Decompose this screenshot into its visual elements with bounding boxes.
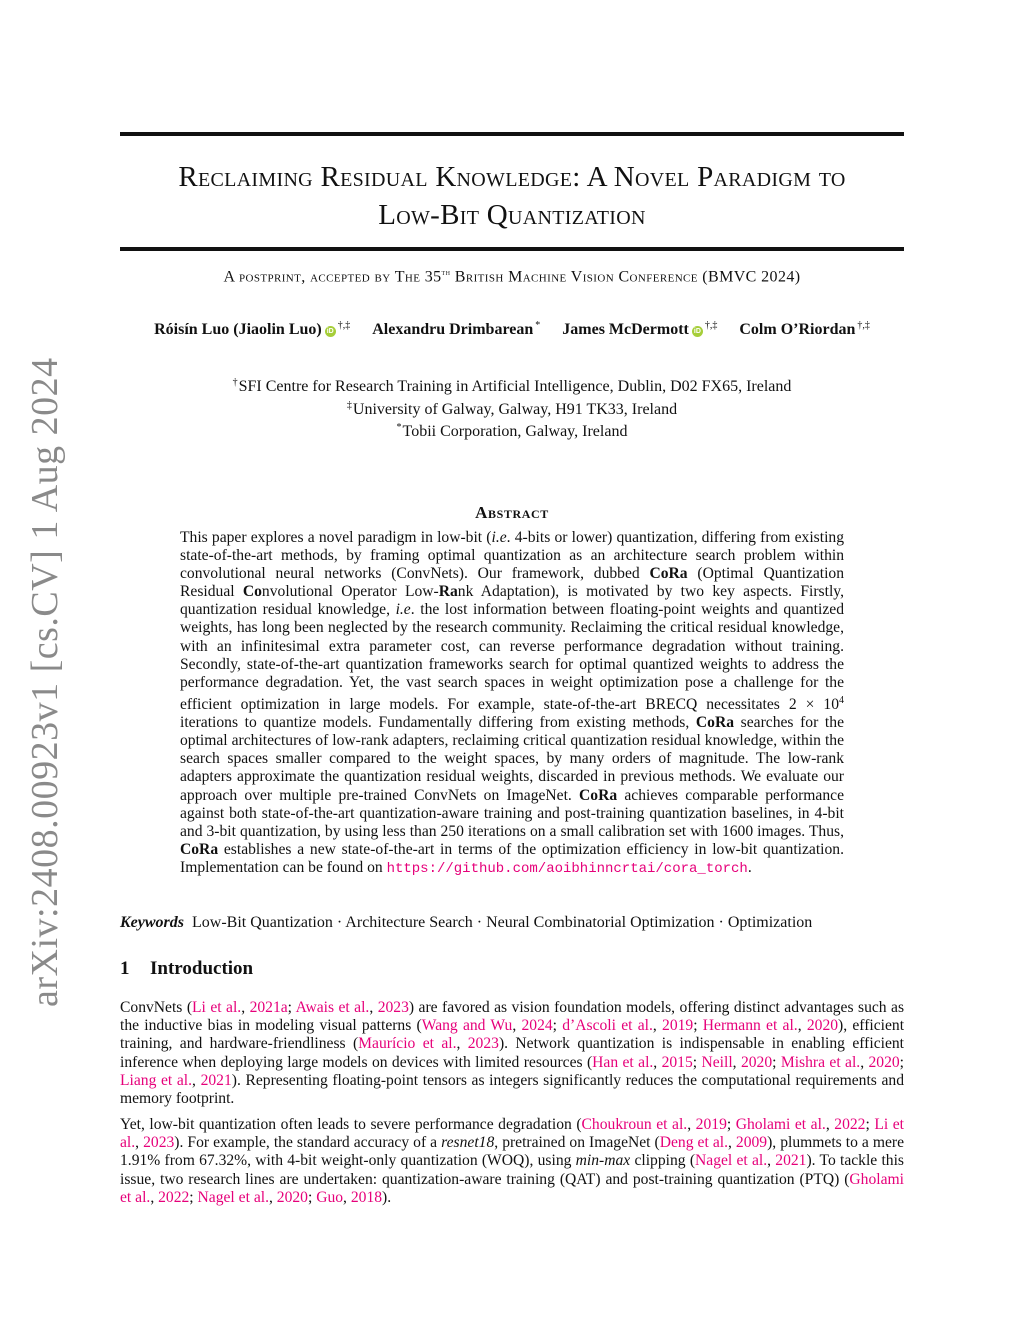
paper-title — [120, 158, 904, 234]
citation-link[interactable]: 2024 — [521, 1017, 553, 1035]
citation-link[interactable]: Li et al. — [120, 1116, 905, 1152]
citation-link[interactable]: Li et al. — [192, 999, 242, 1016]
citation-link[interactable]: Deng et al. — [659, 1134, 728, 1152]
keywords-text: Low-Bit Quantization · Architecture Search · Neural Combinatorial Optimization · Optimization — [192, 914, 813, 931]
citation-link[interactable]: 2018 — [350, 1188, 383, 1206]
author-1 — [154, 320, 350, 339]
author-name: Alexandru Drimbarean — [372, 321, 534, 338]
author-name: Colm O’Riordan — [739, 321, 856, 338]
citation-link[interactable]: 2019 — [695, 1116, 727, 1133]
venue-suffix: British Machine Vision Conference (BMVC 2024) — [450, 268, 801, 286]
citation-link[interactable]: 2023 — [377, 999, 409, 1016]
citation-link[interactable]: 2022 — [158, 1188, 190, 1206]
title-line-1: Reclaiming Residual Knowledge: A Novel Paradigm to — [178, 161, 846, 193]
bottom-title-rule — [120, 247, 904, 251]
citation-link[interactable]: Liang et al. — [120, 1071, 193, 1089]
orcid-icon[interactable]: iD — [326, 328, 334, 335]
affiliation-3: *Tobii Corporation, Galway, Ireland — [396, 422, 628, 440]
citation-link[interactable]: 2019 — [662, 1017, 694, 1035]
code-link[interactable]: https://github.com/aoibhinncrtai/cora_torch — [386, 860, 748, 877]
citation-link[interactable]: Hermann et al. — [702, 1017, 798, 1035]
keywords-label: Keywords — [120, 914, 184, 931]
affiliation-2: ‡University of Galway, Galway, H91 TK33, Ireland — [346, 399, 678, 418]
citation-link[interactable]: 2020 — [740, 1053, 773, 1071]
iteration-count-math: 2 × 10 — [788, 696, 840, 714]
author-2 — [372, 320, 540, 339]
affiliations — [120, 374, 904, 442]
section-title: Introduction — [150, 958, 254, 979]
citation-link[interactable]: Wang and Wu — [421, 1017, 513, 1035]
citation-link[interactable]: 2023 — [467, 1035, 499, 1053]
arxiv-side-stamp — [23, 357, 67, 1007]
citation-link[interactable]: Maurício et al. — [358, 1035, 457, 1053]
citation-link[interactable]: 2021 — [775, 1152, 807, 1170]
author-name: Róisín Luo (Jiaolin Luo) — [154, 321, 322, 338]
citation-link[interactable]: Neill — [701, 1053, 733, 1071]
top-rule — [120, 132, 904, 136]
venue-sup: th — [441, 267, 451, 277]
intro-paragraph-2: Yet, low-bit quantization often leads to severe performance degradation (Choukroun et al., 2019; Gholami et al., 2022; Li et al., 2023). For example, the standard accuracy of a resnet18, pretrained on ImageNet (Deng et al., 2009), plummets to a mere 1.91% from 67.32%, with 4-bit weight-only quantization (WOQ), using min-max clipping (Nagel et al., 2021). To tackle this issue, two research lines are undertaken: quantization-aware training (QAT) and post-training quantization (PTQ) (Gholami et al., 2022; Nagel et al., 2020; Guo, 2018). — [120, 1116, 905, 1206]
abstract-body — [180, 529, 844, 878]
section-heading-introduction — [120, 958, 253, 980]
arxiv-id: arXiv:2408.00923v1 [cs.CV] 1 Aug 2024 — [24, 357, 66, 1007]
abstract-paragraph: This paper explores a novel paradigm in low-bit (i.e. 4-bits or lower) quantization, differing from existing state-of-the-art methods, by framing optimal quantization as an architecture search problem within convolutional neural networks (ConvNets). Our framework, dubbed CoRa (Optimal Quantization Residual Convolutional Operator Low-Rank Adaptation), is motivated by two key aspects. Firstly, quantization residual knowledge, i.e. the lost information between floating-point weights and quantized weights, has long been neglected by the research community. Reclaiming the critical residual knowledge, with an infinitesimal extra parameter cost, can reverse performance degradation without training. Secondly, state-of-the-art quantization frameworks search for optimal quantized weights to address the performance degradation. Yet, the vast search spaces in weight optimization pose a challenge for the efficient optimization in large models. For example, state-of-the-art BRECQ necessitates $2 \times 10^4$ iterations to quantize models. Fundamentally differing from existing methods, CoRa searches for the optimal architectures of low-rank adapters, reclaiming critical quantization residual knowledge, within the search spaces smaller compared to the weight spaces, by many orders of magnitude. The low-rank adapters approximate the quantization residual weights, discarded in previous methods. We evaluate our approach over multiple pre-trained ConvNets on ImageNet. CoRa achieves comparable performance against both state-of-the-art quantization-aware training and post-training quantization baselines, in 4-bit and 3-bit quantization, by using less than 250 iterations on a small calibration set with 1600 images. Thus, CoRa establishes a new state-of-the-art in terms of the optimization efficiency in low-bit quantization. Implementation can be found on https://github.com/aoibhinncrtai/cora_torch. — [180, 529, 845, 877]
citation-link[interactable]: Nagel et al. — [197, 1188, 269, 1206]
orcid-icon[interactable]: iD — [693, 328, 701, 335]
title-line-2: Low-Bit Quantization — [378, 199, 646, 231]
affiliation-1: †SFI Centre for Research Training in Artificial Intelligence, Dublin, D02 FX65, Ireland — [232, 377, 792, 395]
section-number: 1 — [120, 958, 130, 979]
citation-link[interactable]: 2020 — [276, 1188, 308, 1206]
intro-paragraph-1: ConvNets (Li et al., 2021a; Awais et al., 2023) are favored as vision foundation models, offering distinct advantages such as the inductive bias in modeling visual patterns (Wang and Wu, 2024; d’Ascoli et al., 2019; Hermann et al., 2020), efficient training, and hardware-friendliness (Maurício et al., 2023). Network quantization is indispensable in enabling efficient inference when deploying large models on devices with limited resources (Han et al., 2015; Neill, 2020; Mishra et al., 2020; Liang et al., 2021). Representing floating-point tensors as integers significantly reduces the computational requirements and memory footprint. — [120, 999, 905, 1108]
citation-link[interactable]: 2015 — [661, 1053, 693, 1071]
citation-link[interactable]: d’Ascoli et al. — [562, 1017, 653, 1035]
author-4 — [739, 320, 870, 339]
citation-link[interactable]: Choukroun et al. — [581, 1116, 688, 1133]
citation-link[interactable]: Guo — [316, 1188, 344, 1206]
author-marks: * — [535, 320, 541, 331]
citation-link[interactable]: 2021 — [200, 1071, 232, 1089]
citation-link[interactable]: Gholami et al. — [735, 1116, 826, 1133]
citation-link[interactable]: Mishra et al. — [780, 1053, 861, 1071]
author-marks: †,‡ — [337, 320, 351, 331]
citation-link[interactable]: 2020 — [868, 1053, 900, 1071]
author-list — [120, 320, 904, 339]
citation-link[interactable]: 2022 — [834, 1116, 866, 1133]
citation-link[interactable]: 2021a — [249, 999, 288, 1016]
author-marks: †,‡ — [704, 320, 718, 331]
author-name: James McDermott — [562, 321, 689, 338]
abstract-heading: Abstract — [475, 503, 549, 522]
venue-prefix: A postprint, accepted by The 35 — [223, 268, 442, 286]
keywords-line — [120, 914, 904, 932]
citation-link[interactable]: 2023 — [143, 1134, 175, 1152]
citation-link[interactable]: 2009 — [735, 1134, 768, 1152]
author-3 — [562, 320, 717, 339]
citation-link[interactable]: Nagel et al. — [695, 1152, 768, 1170]
citation-link[interactable]: 2020 — [806, 1017, 839, 1035]
citation-link[interactable]: Awais et al. — [295, 999, 370, 1016]
venue-note — [120, 267, 904, 286]
citation-link[interactable]: Gholami et al. — [120, 1170, 904, 1206]
author-marks: †,‡ — [857, 320, 870, 331]
citation-link[interactable]: Han et al. — [592, 1053, 654, 1071]
